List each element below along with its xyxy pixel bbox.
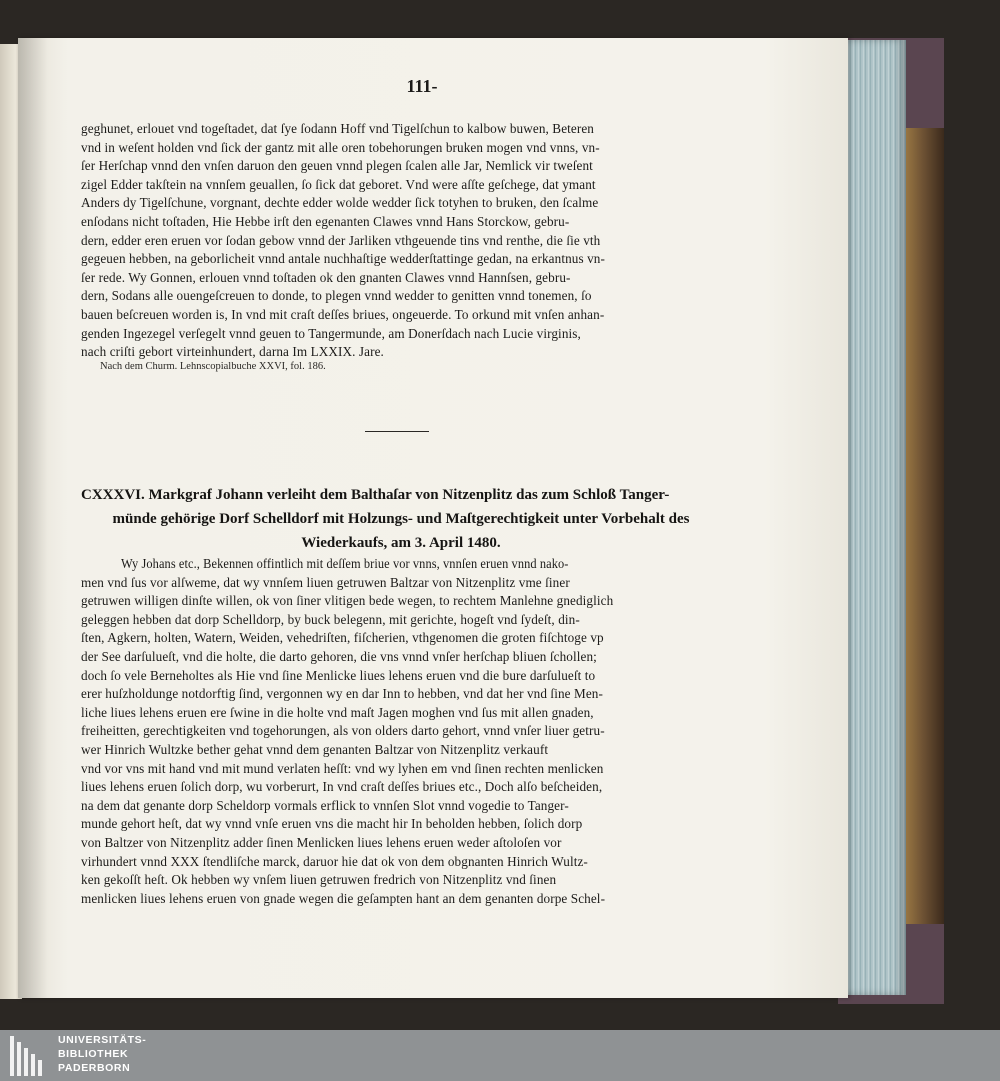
text-line: nach criſti gebort virteinhundert, darna Im LXXIX. Jare. <box>81 344 384 360</box>
text-line: menlicken liues lehens eruen von gnade wegen die geſampten hant an dem genanten dorpe Schel- <box>81 890 606 906</box>
text-line: liues lehens eruen ſolich dorp, wu vorberurt, In vnd craſt deſſes briues etc., Doch alſo beſcheiden, <box>81 779 603 795</box>
text-line: bauen beſcreuen worden is, In vnd mit craſt deſſes briues, ongeuerde. To orkund mit vnſen anhan- <box>81 307 605 322</box>
text-line: Anders dy Tigelſchune, vorgnant, dechte edder wolde wedder ſick totyhen to bruken, den ſcalme <box>81 195 599 211</box>
text-line: von Baltzer von Nitzenplitz adder ſinen Menlicken liues lehens eruen weder aſtoloſen vor <box>81 835 562 850</box>
text-line: geleggen hebben dat dorp Schelldorp, by buck belegenn, mit gerichte, hogeſt vnd ſydeſt, din- <box>81 611 580 627</box>
library-name-line-2: BIBLIOTHEK <box>58 1048 129 1060</box>
text-line: ſten, Agkern, holten, Watern, Weiden, vehedriſten, fiſcherien, vthgenomen die groten fiſchtoge vp <box>81 630 604 646</box>
text-line: vnd in weſent holden vnd ſick der gantz mit alle oren tobehorungen bruken mogen vnd vnns, vn- <box>81 139 600 155</box>
text-line: dern, Sodans alle ouengeſcreuen to donde, to plegen vnnd wedder to genitten vnnd tonemen, ſo <box>81 288 592 304</box>
text-line: ken gekoſſt heſt. Ok hebben wy vnſem liuen getruwen fredrich von Nitzenplitz vnd ſinen <box>81 872 557 888</box>
library-bars-logo-icon <box>8 1034 50 1076</box>
gutter-shadow <box>18 38 48 998</box>
text-line: erer huſzholdunge notdorftig ſind, vergonnen wy en dar Inn to hebben, vnd dat her vnd ſine Men- <box>81 686 603 702</box>
text-line: getruwen willigen dinſte willen, ok von ſiner vlitigen bede wegen, to rechtem Manlehne gnediglich <box>81 593 614 609</box>
text-line: munde gehort heſt, dat wy vnnd vnſe eruen vns die macht hir In beholden hebben, ſolich dorp <box>81 816 583 832</box>
section-divider <box>365 431 429 432</box>
text-line: der See darſulueſt, vnd die holte, die darto gehoren, die vns vnnd vnſer herſchap bliuen ſchollen; <box>81 649 597 664</box>
text-line: zigel Edder takſtein na vnnſem geuallen, ſo ſick dat geboret. Vnd were aſſte geſchege, dat ymant <box>81 176 596 192</box>
library-name-line-3: PADERBORN <box>58 1062 131 1074</box>
page-stack-edge <box>842 40 906 995</box>
text-line: Wy Johans etc., Bekennen offintlich mit deſſem briue vor vnns, vnnſen eruen vnnd nako- <box>121 556 569 571</box>
text-line: gegeuen hebben, na geborlicheit vnnd antale nuchhaſtige wedderſtattinge gedan, na erkantnus vn- <box>81 251 605 267</box>
page-number: 111- <box>406 76 438 96</box>
document-heading-line-3: Wiederkaufs, am 3. April 1480. <box>301 535 501 551</box>
text-line: na dem dat genante dorp Scheldorp vormals erflick to vnnſen Slot vnnd vogedie to Tanger- <box>81 797 569 813</box>
document-heading-line-1: CXXXVI. Markgraf Johann verleiht dem Balthaſar von Nitzenplitz das zum Schloß Tanger- <box>81 487 670 503</box>
source-note: Nach dem Churm. Lehnscopialbuche XXVI, fol. 186. <box>100 361 326 372</box>
text-line: wer Hinrich Wultzke bether gehat vnnd dem genanten Baltzar von Nitzenplitz verkauft <box>81 742 549 757</box>
text-line: vnd vor vns mit hand vnd mit mund verlaten heſſt: vnd wy lyhen em vnd ſinen rechten menlicken <box>81 760 604 776</box>
text-line: virhundert vnnd XXX ſtendliſche marck, daruor hie dat ok von dem obgnanten Hinrich Wultz- <box>81 853 588 869</box>
text-line: ſer Herſchap vnnd den vnſen daruon den geuen vnnd plegen ſcalen alle Jar, Nemlick vir tweſent <box>81 158 593 174</box>
text-line: genden Ingezegel verſegelt vnnd geuen to Tangermunde, am Donerſdach nach Lucie virginis, <box>81 325 581 341</box>
text-line: geghunet, erlouet vnd togeſtadet, dat ſye ſodann Hoff vnd Tigelſchun to kalbow buwen, Beteren <box>81 121 595 136</box>
library-footer <box>0 1030 1000 1081</box>
text-line: freiheitten, gerechtigkeiten vnd togehorungen, als von olders darto gehort, vnnd vnſer liuer getru- <box>81 723 605 739</box>
text-line: enſodans nicht toſtaden, Hie Hebbe irſt den egenanten Clawes vnnd Hans Storckow, gebru- <box>81 214 570 229</box>
text-line: doch ſo vele Berneholtes als Hie vnd ſine Menlicke liues lehens eruen vnd die bure darſulueſt to <box>81 667 596 683</box>
text-line: dern, edder eren eruen vor ſodan gebow vnnd der Jarliken vthgeuende tins vnd renthe, die ſie vth <box>81 232 601 248</box>
library-name-line-1: UNIVERSITÄTS- <box>58 1034 147 1046</box>
text-line: liche liues lehens eruen ere ſwine in die holte vnd maſt Jagen moghen vnd ſus mit allen gnaden, <box>81 704 594 720</box>
document-heading-line-2: münde gehörige Dorf Schelldorf mit Holzungs- und Maſtgerechtigkeit unter Vorbehalt des <box>112 511 690 527</box>
text-line: ſer rede. Wy Gonnen, erlouen vnnd toſtaden ok den gnanten Clawes vnnd Hannſsen, gebru- <box>81 269 571 285</box>
text-line: men vnd ſus vor alſweme, dat wy vnnſem liuen getruwen Baltzar von Nitzenplitz vme ſiner <box>81 574 570 590</box>
